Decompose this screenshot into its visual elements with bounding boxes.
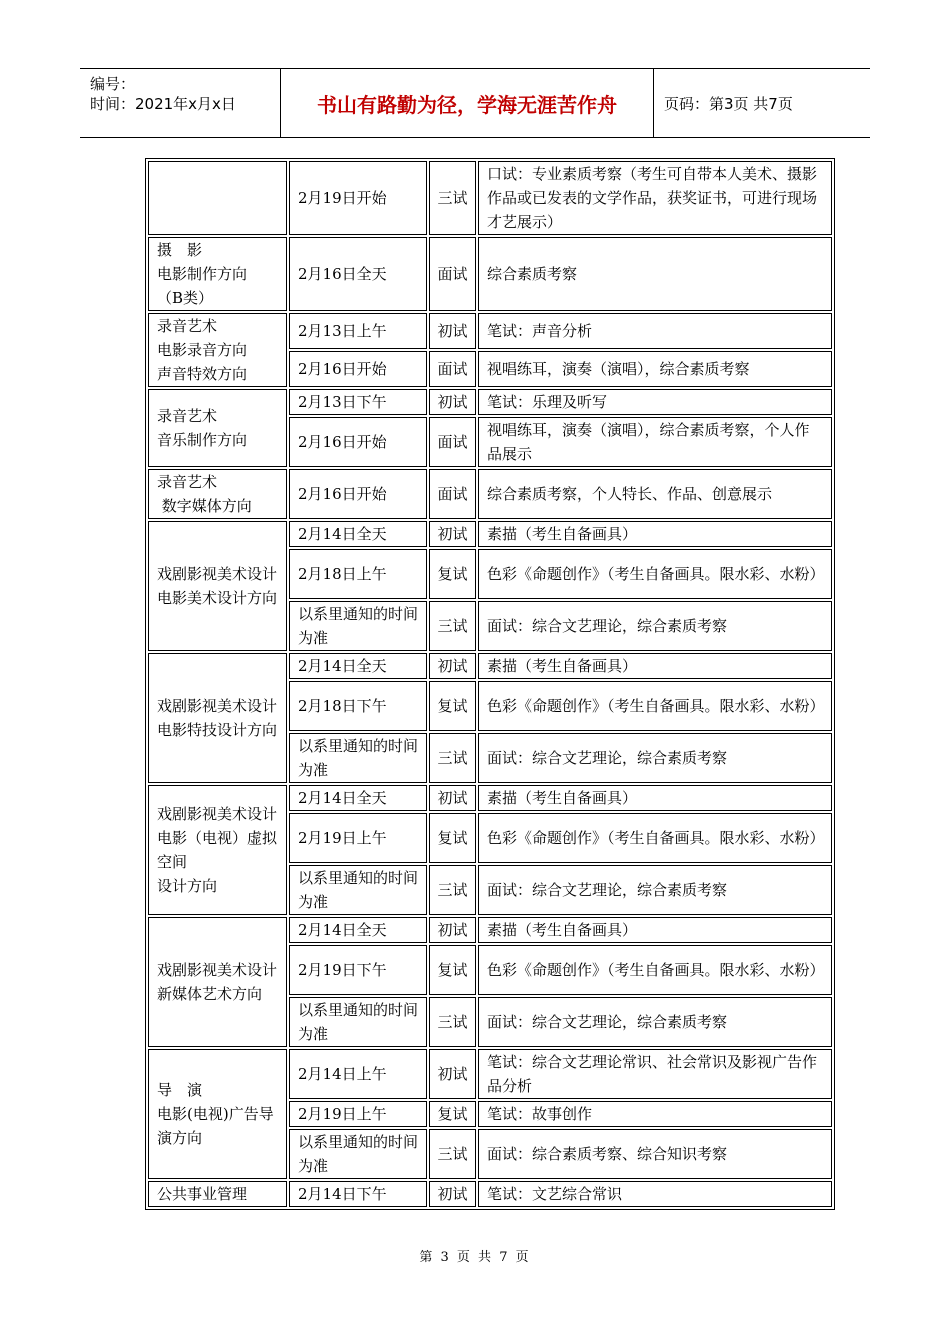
table-row xyxy=(148,917,832,943)
content-cell: 视唱练耳，演奏（演唱），综合素质考察，个人作品展示 xyxy=(478,417,832,467)
round-cell: 复试 xyxy=(429,549,476,599)
table-row xyxy=(148,469,832,519)
content-cell: 笔试：乐理及听写 xyxy=(478,389,832,415)
round-cell: 复试 xyxy=(429,945,476,995)
content-cell: 面试：综合文艺理论，综合素质考察 xyxy=(478,733,832,783)
content-cell: 面试：综合文艺理论，综合素质考察 xyxy=(478,601,832,651)
date-cell: 2月14日全天 xyxy=(289,917,427,943)
date-cell: 2月19日上午 xyxy=(289,1101,427,1127)
round-cell: 初试 xyxy=(429,521,476,547)
date-cell: 2月16日开始 xyxy=(289,417,427,467)
header-page-number: 页码：第3页 共7页 xyxy=(664,94,793,113)
round-cell: 初试 xyxy=(429,1049,476,1099)
date-cell: 2月13日上午 xyxy=(289,313,427,349)
table-row xyxy=(148,1049,832,1099)
content-cell: 色彩《命题创作》（考生自备画具。限水彩、水粉） xyxy=(478,945,832,995)
round-cell: 初试 xyxy=(429,653,476,679)
content-cell: 色彩《命题创作》（考生自备画具。限水彩、水粉） xyxy=(478,549,832,599)
content-cell: 笔试：声音分析 xyxy=(478,313,832,349)
table-row xyxy=(148,653,832,679)
content-cell: 素描（考生自备画具） xyxy=(478,521,832,547)
round-cell: 复试 xyxy=(429,813,476,863)
table-row xyxy=(148,521,832,547)
content-cell: 综合素质考察 xyxy=(478,237,832,311)
date-cell: 2月13日下午 xyxy=(289,389,427,415)
round-cell: 初试 xyxy=(429,917,476,943)
table-row xyxy=(148,237,832,311)
date-cell: 2月19日上午 xyxy=(289,813,427,863)
date-cell: 2月16日开始 xyxy=(289,351,427,387)
table-row xyxy=(148,1181,832,1207)
date-cell: 以系里通知的时间为准 xyxy=(289,733,427,783)
date-cell: 2月14日全天 xyxy=(289,521,427,547)
date-cell: 以系里通知的时间为准 xyxy=(289,865,427,915)
date-cell: 2月19日开始 xyxy=(289,161,427,235)
content-cell: 素描（考生自备画具） xyxy=(478,917,832,943)
major-cell: 录音艺术 电影录音方向 声音特效方向 xyxy=(148,313,287,387)
content-cell: 面试：综合素质考察、综合知识考察 xyxy=(478,1129,832,1179)
date-cell: 2月16日全天 xyxy=(289,237,427,311)
table-row xyxy=(148,313,832,349)
round-cell: 三试 xyxy=(429,865,476,915)
header-motto: 书山有路勤为径，学海无涯苦作舟 xyxy=(281,69,654,137)
round-cell: 三试 xyxy=(429,1129,476,1179)
time-label: 时间：2021年x月x日 xyxy=(90,95,236,113)
content-cell: 面试：综合文艺理论，综合素质考察 xyxy=(478,865,832,915)
round-cell: 初试 xyxy=(429,1181,476,1207)
content-cell: 笔试：综合文艺理论常识、社会常识及影视广告作品分析 xyxy=(478,1049,832,1099)
round-cell: 初试 xyxy=(429,313,476,349)
major-cell: 录音艺术 音乐制作方向 xyxy=(148,389,287,467)
content-cell: 色彩《命题创作》（考生自备画具。限水彩、水粉） xyxy=(478,813,832,863)
exam-schedule-table xyxy=(145,158,835,1210)
content-cell: 笔试：故事创作 xyxy=(478,1101,832,1127)
round-cell: 复试 xyxy=(429,1101,476,1127)
number-label: 编号： xyxy=(90,75,136,93)
date-cell: 2月18日上午 xyxy=(289,549,427,599)
date-cell: 2月19日下午 xyxy=(289,945,427,995)
round-cell: 复试 xyxy=(429,681,476,731)
date-cell: 以系里通知的时间为准 xyxy=(289,601,427,651)
round-cell: 初试 xyxy=(429,785,476,811)
content-cell: 笔试：文艺综合常识 xyxy=(478,1181,832,1207)
page-footer: 第 3 页 共 7 页 xyxy=(419,1250,531,1265)
major-cell: 戏剧影视美术设计 电影美术设计方向 xyxy=(148,521,287,651)
major-cell: 录音艺术 数字媒体方向 xyxy=(148,469,287,519)
round-cell: 三试 xyxy=(429,997,476,1047)
content-cell: 色彩《命题创作》（考生自备画具。限水彩、水粉） xyxy=(478,681,832,731)
major-cell: 戏剧影视美术设计 电影特技设计方向 xyxy=(148,653,287,783)
round-cell: 面试 xyxy=(429,237,476,311)
content-cell: 面试：综合文艺理论，综合素质考察 xyxy=(478,997,832,1047)
round-cell: 初试 xyxy=(429,389,476,415)
date-cell: 2月14日上午 xyxy=(289,1049,427,1099)
date-cell: 2月14日全天 xyxy=(289,653,427,679)
date-cell: 以系里通知的时间为准 xyxy=(289,997,427,1047)
content-cell: 素描（考生自备画具） xyxy=(478,653,832,679)
table-row xyxy=(148,785,832,811)
major-cell xyxy=(148,161,287,235)
round-cell: 面试 xyxy=(429,417,476,467)
header-meta xyxy=(80,69,281,137)
major-cell: 公共事业管理 xyxy=(148,1181,287,1207)
page-header xyxy=(80,68,870,138)
major-cell: 导 演 电影(电视)广告导演方向 xyxy=(148,1049,287,1179)
date-cell: 2月14日下午 xyxy=(289,1181,427,1207)
major-cell: 戏剧影视美术设计 电影（电视）虚拟空间 设计方向 xyxy=(148,785,287,915)
round-cell: 三试 xyxy=(429,601,476,651)
date-cell: 2月18日下午 xyxy=(289,681,427,731)
content-cell: 口试：专业素质考察（考生可自带本人美术、摄影作品或已发表的文学作品，获奖证书，可进行现场才艺展示） xyxy=(478,161,832,235)
round-cell: 三试 xyxy=(429,161,476,235)
major-cell: 戏剧影视美术设计 新媒体艺术方向 xyxy=(148,917,287,1047)
date-cell: 2月16日开始 xyxy=(289,469,427,519)
table-row xyxy=(148,389,832,415)
date-cell: 2月14日全天 xyxy=(289,785,427,811)
date-cell: 以系里通知的时间为准 xyxy=(289,1129,427,1179)
content-cell: 素描（考生自备画具） xyxy=(478,785,832,811)
round-cell: 面试 xyxy=(429,351,476,387)
content-cell: 视唱练耳，演奏（演唱），综合素质考察 xyxy=(478,351,832,387)
round-cell: 三试 xyxy=(429,733,476,783)
major-cell: 摄 影 电影制作方向 （B类） xyxy=(148,237,287,311)
table-row xyxy=(148,161,832,235)
round-cell: 面试 xyxy=(429,469,476,519)
content-cell: 综合素质考察，个人特长、作品、创意展示 xyxy=(478,469,832,519)
